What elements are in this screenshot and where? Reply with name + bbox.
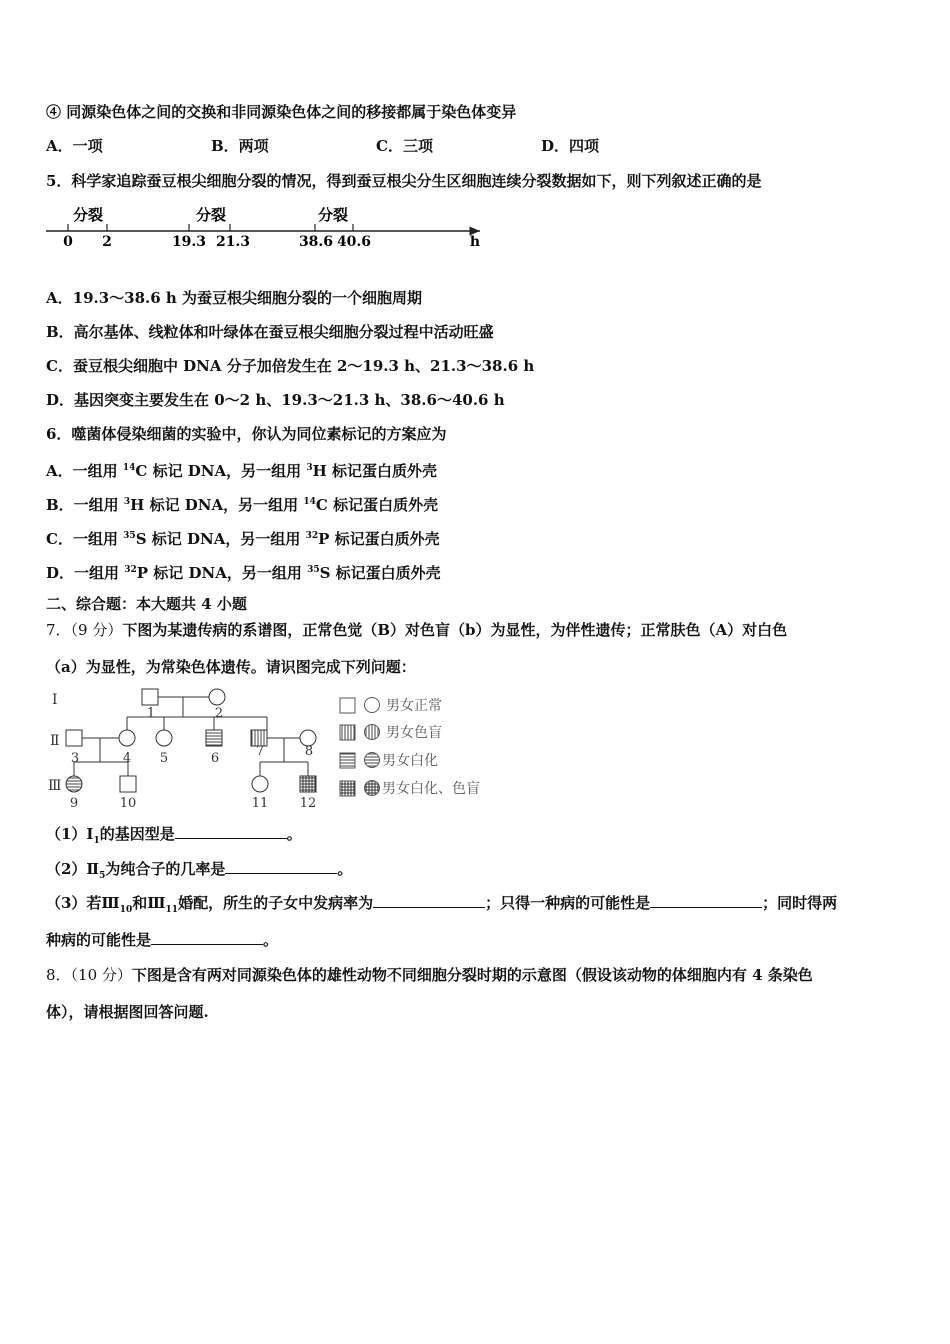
individual-III12 [300, 776, 316, 792]
answer-blank[interactable] [225, 859, 337, 874]
section-2-heading: 二、综合题：本大题共 4 小题 [46, 595, 247, 613]
q7-sub-2: $(2)Ⅱ_5$为纯合子的几率是 。 [46, 860, 353, 881]
individual-number: 11 [251, 796, 269, 811]
q7-sub-3: （3）若$Ⅲ_{10}$和$Ⅲ_{11}$婚配，所生的子女中发病率为 ；只得一种病的可能性是 ；同时得两 [46, 894, 838, 915]
q4-option-d[interactable]: D．四项 [541, 137, 600, 155]
individual-number: 6 [210, 751, 220, 766]
individual-number: 3 [70, 751, 80, 766]
legend-male-colorblind [340, 725, 355, 740]
individual-number: 9 [69, 796, 79, 811]
q4-statement-4: ④ 同源染色体之间的交换和非同源染色体之间的移接都属于染色体变异 [46, 103, 517, 121]
q7-stem-line-2: （a）为显性，为常染色体遗传。请识图完成下列问题： [46, 658, 416, 676]
timeline-tick-label: 19.3 [171, 234, 207, 250]
individual-number: 4 [122, 751, 132, 766]
generation-label: Ⅰ [52, 692, 58, 708]
individual-number: 2 [214, 706, 224, 721]
individual-III10 [120, 776, 136, 792]
q5-option-b[interactable]: B．高尔基体、线粒体和叶绿体在蚕豆根尖细胞分裂过程中活动旺盛 [46, 323, 494, 341]
answer-blank[interactable] [175, 824, 287, 839]
timeline-label-2: 分裂 [195, 206, 227, 224]
individual-number: 1 [146, 706, 156, 721]
individual-II6 [206, 730, 222, 746]
timeline-unit: h [469, 234, 481, 250]
legend-male-normal [340, 698, 355, 713]
q7-stem-line-1: 7．（9 分）下图为某遗传病的系谱图，正常色觉（B）对色盲（b）为显性，为伴性遗传；正常肤色（A）对白色 [46, 621, 788, 639]
q5-option-c[interactable]: C．蚕豆根尖细胞中 DNA 分子加倍发生在 2～19.3 h、21.3～38.6 h [46, 357, 535, 375]
legend-female-albino [365, 753, 380, 768]
q8-stem-line-2: 体），请根据图回答问题. [46, 1003, 209, 1021]
q7-sub-1: $(1)Ⅰ_1$的基因型是 。 [46, 825, 302, 846]
timeline-tick-label: 38.6 [298, 234, 334, 250]
q6-stem: 6．噬菌体侵染细菌的实验中，你认为同位素标记的方案应为 [46, 425, 447, 443]
q4-options [46, 136, 599, 156]
individual-II3 [66, 730, 82, 746]
q6-option-a[interactable]: A．一组用 $^{14}$C 标记 DNA，另一组用 $^3$H 标记蛋白质外壳 [46, 462, 438, 480]
answer-blank[interactable] [650, 893, 762, 908]
individual-II4 [119, 730, 135, 746]
individual-I2 [209, 689, 225, 705]
q5-stem: 5．科学家追踪蚕豆根尖细胞分裂的情况，得到蚕豆根尖分生区细胞连续分裂数据如下，则下列叙述正确的是 [46, 172, 762, 190]
legend-female-colorblind [365, 725, 380, 740]
q6-option-b[interactable]: B．一组用 $^3$H 标记 DNA，另一组用 $^{14}$C 标记蛋白质外壳 [46, 496, 439, 514]
q6-option-d[interactable]: D．一组用 $^{32}$P 标记 DNA，另一组用 $^{35}$S 标记蛋白质外壳 [46, 564, 441, 582]
q4-option-c[interactable]: C．三项 [376, 137, 433, 155]
timeline-tick-label: 2 [102, 234, 112, 250]
q8-stem-line-1: 8．（10 分）下图是含有两对同源染色体的雄性动物不同细胞分裂时期的示意图（假设该动物的体细胞内有 4 条染色 [46, 966, 813, 984]
timeline-tick-label: 40.6 [336, 234, 372, 250]
generation-label: Ⅱ [50, 733, 60, 749]
legend-label: 男女白化 [382, 753, 438, 769]
individual-III9 [66, 776, 82, 792]
legend-male-albino [340, 753, 355, 768]
individual-II5 [156, 730, 172, 746]
q4-option-b[interactable]: B．两项 [211, 137, 269, 155]
legend-male-albino-colorblind [340, 781, 355, 796]
individual-number: 7 [255, 744, 265, 759]
individual-number: 8 [304, 744, 314, 759]
individual-I1 [142, 689, 158, 705]
individual-number: 10 [119, 796, 137, 811]
q4-option-a[interactable]: A．一项 [46, 137, 103, 155]
timeline-label-3: 分裂 [317, 206, 349, 224]
timeline-tick-label: 21.3 [215, 234, 251, 250]
legend-label: 男女白化、色盲 [382, 781, 480, 797]
q6-option-c[interactable]: C．一组用 $^{35}$S 标记 DNA，另一组用 $^{32}$P 标记蛋白质外壳 [46, 530, 440, 548]
timeline-tick-label: 0 [63, 234, 73, 250]
q7-sub-3-cont: 种病的可能性是 。 [46, 931, 279, 949]
legend-label: 男女色盲 [386, 725, 442, 741]
q5-option-d[interactable]: D．基因突变主要发生在 0～2 h、19.3～21.3 h、38.6～40.6 h [46, 391, 505, 409]
generation-label: Ⅲ [48, 778, 62, 794]
individual-number: 5 [159, 751, 169, 766]
individual-III11 [252, 776, 268, 792]
answer-blank[interactable] [151, 930, 263, 945]
answer-blank[interactable] [373, 893, 485, 908]
legend-female-normal [365, 698, 380, 713]
timeline-label-1: 分裂 [72, 206, 104, 224]
cell-cycle-timeline [40, 198, 490, 254]
q5-option-a[interactable]: A．19.3～38.6 h 为蚕豆根尖细胞分裂的一个细胞周期 [46, 289, 423, 307]
legend-label: 男女正常 [386, 698, 442, 714]
individual-number: 12 [299, 796, 317, 811]
legend-female-albino-colorblind [365, 781, 380, 796]
pedigree-chart [44, 684, 504, 814]
